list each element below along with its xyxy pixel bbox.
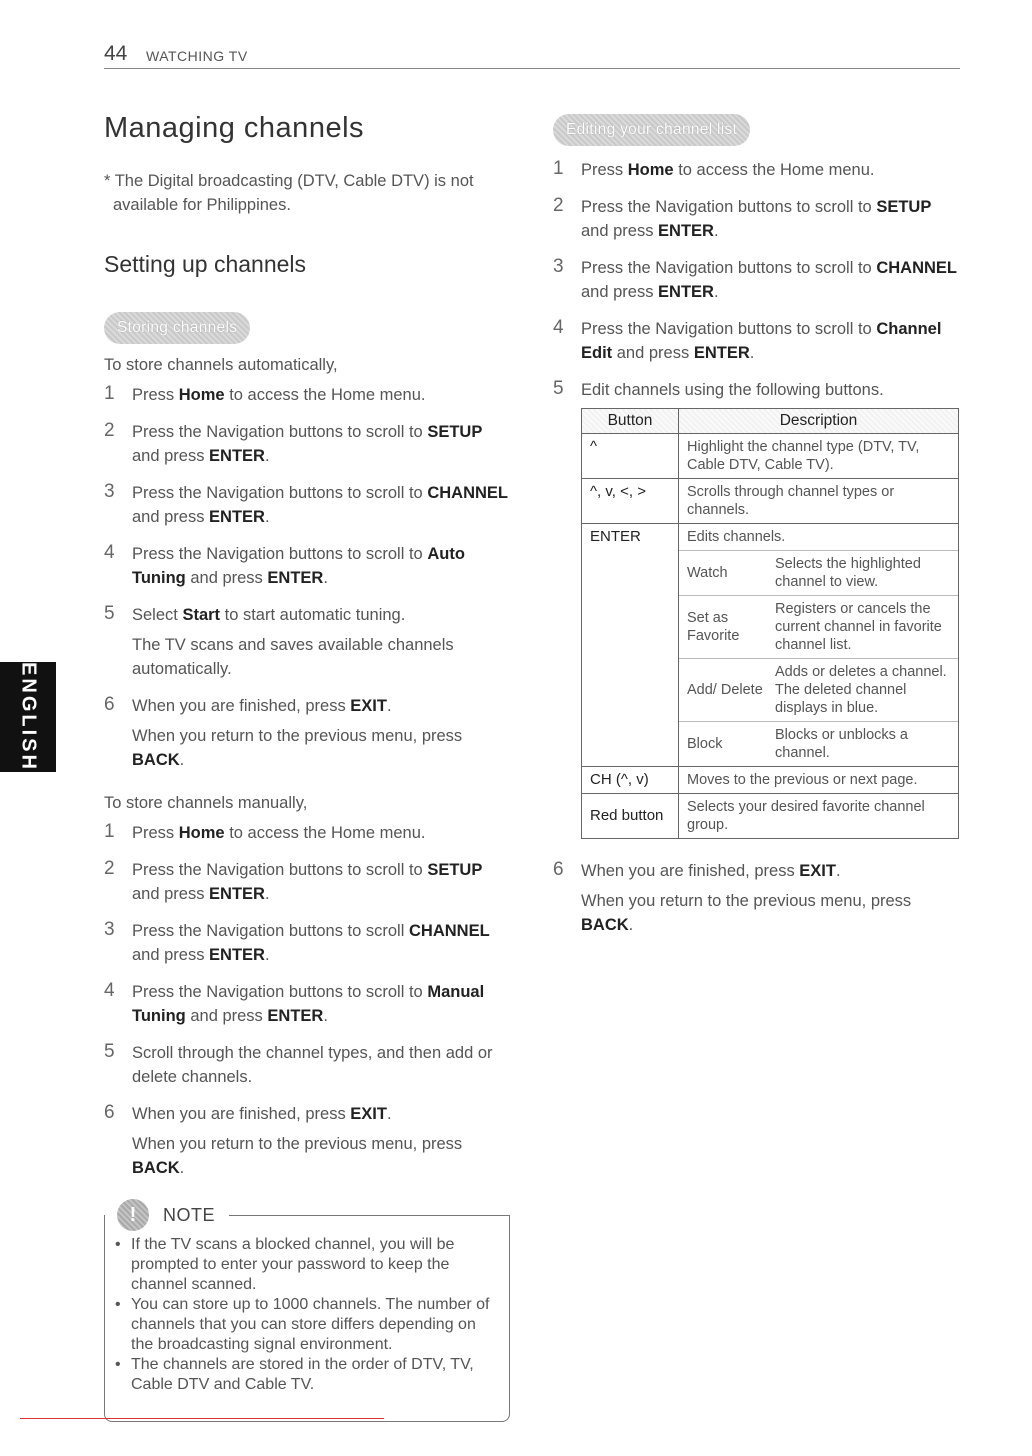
note-item: • If the TV scans a blocked channel, you will be prompted to enter your password to keep the channel scanned.: [115, 1235, 497, 1295]
auto-intro: To store channels automatically,: [104, 356, 338, 374]
note-title: NOTE: [163, 1205, 221, 1226]
table-row: CH (^, v) Moves to the previous or next page.: [582, 767, 959, 794]
list-item: 2 Press the Navigation buttons to scroll to SETUP and press ENTER.: [104, 858, 483, 903]
list-item: 5 Scroll through the channel types, and then add or delete channels.: [104, 1041, 493, 1086]
enter-subtable: [679, 550, 958, 766]
list-item: 5 Select Start to start automatic tuning. The TV scans and saves available channels automatically.: [104, 603, 454, 678]
list-item: 2 Press the Navigation buttons to scroll to SETUP and press ENTER.: [104, 420, 483, 465]
table-row: Watch Selects the highlighted channel to view.: [679, 551, 958, 596]
list-item: 3 Press the Navigation buttons to scroll to CHANNEL and press ENTER.: [104, 481, 508, 526]
auto-steps: [104, 383, 514, 772]
page-number: 44: [104, 42, 128, 65]
list-item: 2 Press the Navigation buttons to scroll to SETUP and press ENTER.: [553, 195, 932, 240]
edit-steps: [553, 158, 963, 402]
table-row: Red button Selects your desired favorite channel group.: [582, 794, 959, 839]
note-list: [115, 1235, 497, 1395]
storing-channels-pill: Storing channels: [104, 312, 250, 344]
list-item: 1 Press Home to access the Home menu.: [553, 158, 875, 179]
table-row: Set as Favorite Registers or cancels the current channel in favorite channel list.: [679, 596, 958, 659]
left-column: [104, 112, 514, 1193]
table-row: Block Blocks or unblocks a channel.: [679, 722, 958, 767]
edit-final-step: [553, 859, 963, 937]
list-item: 4 Press the Navigation buttons to scroll to Manual Tuning and press ENTER.: [104, 980, 485, 1025]
exclamation-icon: !: [117, 1199, 149, 1231]
manual-intro: To store channels manually,: [104, 794, 308, 812]
list-item: 4 Press the Navigation buttons to scroll to Auto Tuning and press ENTER.: [104, 542, 465, 587]
red-rule: [20, 1418, 384, 1419]
list-item: 3 Press the Navigation buttons to scroll to CHANNEL and press ENTER.: [553, 256, 957, 301]
list-item: 3 Press the Navigation buttons to scroll CHANNEL and press ENTER.: [104, 919, 490, 964]
note-item: • You can store up to 1000 channels. The number of channels that you can store differs depending on the broadcasting signal environment.: [115, 1295, 497, 1355]
note-item: • The channels are stored in the order of DTV, TV, Cable DTV and Cable TV.: [115, 1355, 497, 1395]
list-item: 5 Edit channels using the following buttons.: [553, 378, 884, 399]
list-item: 4 Press the Navigation buttons to scroll to Channel Edit and press ENTER.: [553, 317, 942, 362]
right-column: [553, 112, 963, 950]
list-item: 1 Press Home to access the Home menu.: [104, 383, 426, 404]
manual-steps: [104, 821, 514, 1180]
table-row: ^ Highlight the channel type (DTV, TV, Cable DTV, Cable TV).: [582, 434, 959, 479]
table-row: Add/ Delete Adds or deletes a channel. The deleted channel displays in blue.: [679, 659, 958, 722]
section-title: WATCHING TV: [146, 48, 248, 64]
page-header: [104, 42, 960, 69]
list-item: 6 When you are finished, press EXIT. When you return to the previous menu, press BACK.: [553, 859, 912, 934]
language-tab: [0, 662, 56, 772]
section-heading: Managing channels: [104, 112, 365, 144]
table-header-button: Button: [582, 409, 679, 434]
table-header-description: Description: [679, 409, 959, 434]
table-row: ENTER Edits channels. Watch Selects the highlighted channel to view. Set as Favorite Registers or cancels the current channel in favorite channel list. Add/ Delete Adds or deletes a channel. The deleted channel displays in blue. Block Blocks or unblocks a channel.: [582, 524, 959, 767]
table-row: ^, v, <, > Scrolls through channel types or channels.: [582, 479, 959, 524]
note-box: [104, 1204, 510, 1422]
availability-note: * The Digital broadcasting (DTV, Cable DTV) is not available for Philippines.: [104, 172, 474, 214]
list-item: 6 When you are finished, press EXIT. When you return to the previous menu, press BACK.: [104, 694, 463, 769]
list-item: 6 When you are finished, press EXIT. When you return to the previous menu, press BACK.: [104, 1102, 463, 1177]
list-item: 1 Press Home to access the Home menu.: [104, 821, 426, 842]
button-table: [581, 408, 959, 839]
language-tab-label: ENGLISH: [17, 662, 40, 772]
editing-channel-list-pill: Editing your channel list: [553, 114, 750, 146]
subsection-heading: Setting up channels: [104, 251, 307, 277]
